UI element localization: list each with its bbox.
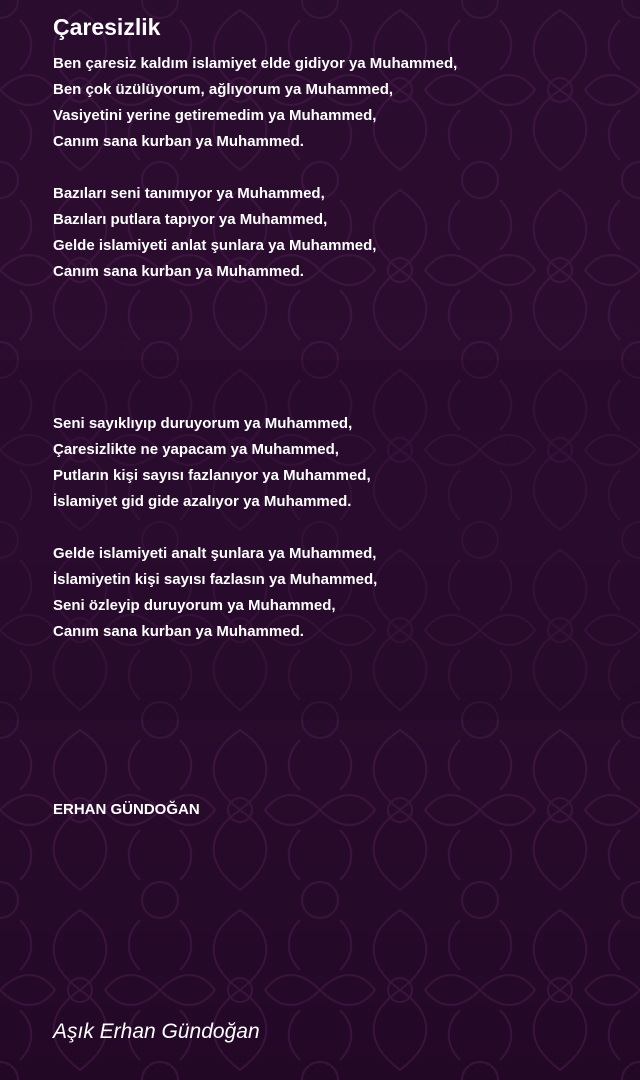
- poem-line: Bazıları putlara tapıyor ya Muhammed,: [53, 211, 328, 228]
- poem-line: İslamiyetin kişi sayısı fazlasın ya Muhammed,: [53, 571, 378, 588]
- poem-line: Seni sayıklıyıp duruyorum ya Muhammed,: [53, 415, 353, 432]
- poem-line: İslamiyet gid gide azalıyor ya Muhammed.: [53, 493, 352, 510]
- poem-line: Canım sana kurban ya Muhammed.: [53, 133, 304, 150]
- poem-stanza-2: [53, 181, 376, 285]
- poem-line: Çaresizlikte ne yapacam ya Muhammed,: [53, 441, 339, 458]
- poem-author: ERHAN GÜNDOĞAN: [53, 801, 200, 818]
- author-signature: Aşık Erhan Gündoğan: [53, 1020, 260, 1043]
- poem-stanza-1: [53, 51, 457, 155]
- poem-line: Gelde islamiyeti analt şunlara ya Muhammed,: [53, 545, 377, 562]
- poem-line: Putların kişi sayısı fazlanıyor ya Muhammed,: [53, 467, 371, 484]
- poem-line: Canım sana kurban ya Muhammed.: [53, 263, 304, 280]
- poem-line: Seni özleyip duruyorum ya Muhammed,: [53, 597, 336, 614]
- poem-line: Canım sana kurban ya Muhammed.: [53, 623, 304, 640]
- poem-stanza-4: [53, 541, 377, 645]
- poem-line: Gelde islamiyeti anlat şunlara ya Muhammed,: [53, 237, 377, 254]
- poem-line: Bazıları seni tanımıyor ya Muhammed,: [53, 185, 325, 202]
- poem-line: Ben çaresiz kaldım islamiyet elde gidiyor ya Muhammed,: [53, 55, 458, 72]
- poem-title: Çaresizlik: [53, 14, 161, 40]
- poem-line: Ben çok üzülüyorum, ağlıyorum ya Muhammed,: [53, 81, 394, 98]
- poem-line: Vasiyetini yerine getiremedim ya Muhammed,: [53, 107, 377, 124]
- poem-stanza-3: [53, 411, 371, 515]
